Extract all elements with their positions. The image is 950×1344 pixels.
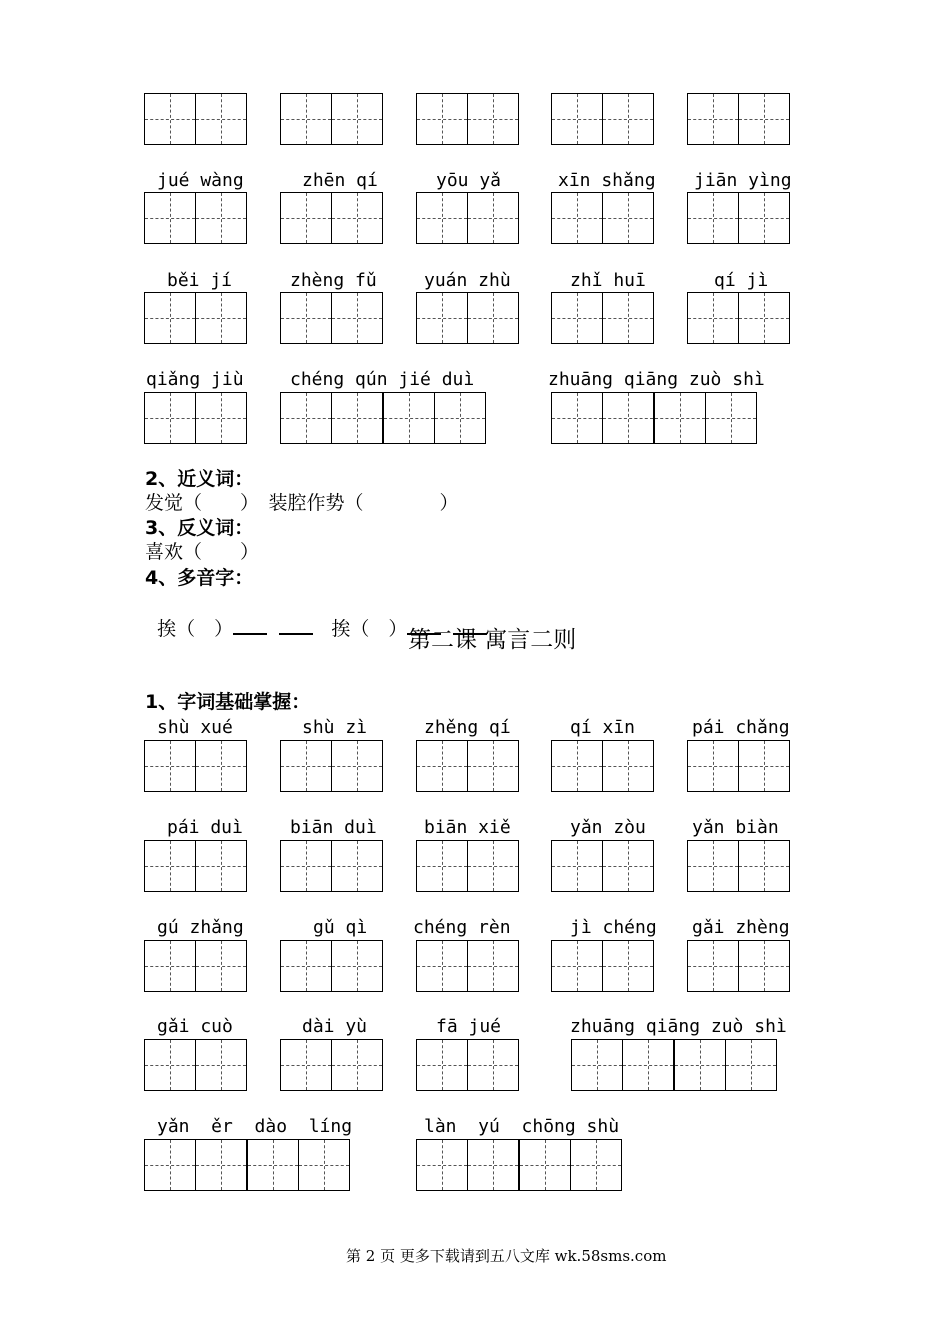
grid-cell[interactable] — [416, 840, 468, 892]
grid-cell[interactable] — [739, 740, 790, 792]
writing-grid[interactable] — [144, 940, 247, 992]
grid-cell[interactable] — [196, 740, 247, 792]
grid-cell[interactable] — [332, 93, 383, 145]
grid-cell[interactable] — [687, 840, 739, 892]
grid-cell[interactable] — [280, 392, 332, 444]
writing-grid[interactable] — [687, 93, 790, 145]
writing-grid[interactable] — [551, 93, 654, 145]
grid-cell[interactable] — [687, 292, 739, 344]
polyphone-word-1: 挨（ ） — [157, 618, 234, 640]
grid-cell[interactable] — [196, 940, 247, 992]
grid-cell[interactable] — [603, 740, 654, 792]
writing-grid[interactable] — [416, 192, 519, 244]
section-heading-polyphone: 4、多音字： — [145, 567, 254, 589]
grid-cell[interactable] — [280, 93, 332, 145]
pinyin-label: chéng rèn — [413, 917, 511, 938]
grid-cell[interactable] — [196, 93, 247, 145]
grid-cell[interactable] — [468, 292, 519, 344]
grid-cell[interactable] — [687, 192, 739, 244]
pinyin-label: gǎi zhèng — [692, 917, 790, 938]
pinyin-label: jiān yìng — [694, 170, 792, 191]
writing-grid[interactable] — [551, 940, 654, 992]
writing-grid[interactable] — [687, 292, 790, 344]
pinyin-label: yǎn zòu — [570, 817, 646, 838]
pinyin-label: yǎn ěr dào líng — [157, 1116, 353, 1137]
grid-cell[interactable] — [435, 392, 486, 444]
pinyin-label: běi jí — [167, 270, 233, 291]
writing-grid[interactable] — [280, 93, 383, 145]
grid-cell[interactable] — [280, 940, 332, 992]
pinyin-label: pái chǎng — [692, 717, 790, 738]
writing-grid[interactable] — [280, 840, 383, 892]
writing-grid[interactable] — [551, 192, 654, 244]
writing-grid[interactable] — [687, 740, 790, 792]
grid-cell[interactable] — [416, 1039, 468, 1091]
grid-cell[interactable] — [332, 192, 383, 244]
writing-grid[interactable] — [280, 392, 486, 444]
grid-cell[interactable] — [739, 292, 790, 344]
writing-grid[interactable] — [416, 840, 519, 892]
grid-cell[interactable] — [674, 1039, 726, 1091]
pinyin-label: biān duì — [290, 817, 377, 838]
grid-cell[interactable] — [416, 292, 468, 344]
pinyin-label: shù xué — [157, 717, 233, 738]
pinyin-label: yǎn biàn — [692, 817, 779, 838]
writing-grid[interactable] — [416, 292, 519, 344]
grid-cell[interactable] — [144, 940, 196, 992]
grid-cell[interactable] — [383, 392, 435, 444]
grid-cell[interactable] — [196, 292, 247, 344]
grid-cell[interactable] — [144, 1139, 196, 1191]
pinyin-label: zhèng fǔ — [290, 270, 377, 291]
pinyin-label: qiǎng jiù — [146, 369, 244, 390]
pinyin-label: zhēn qí — [302, 170, 378, 191]
grid-cell[interactable] — [654, 392, 706, 444]
grid-cell[interactable] — [571, 1039, 623, 1091]
grid-cell[interactable] — [551, 292, 603, 344]
grid-cell[interactable] — [416, 93, 468, 145]
grid-cell[interactable] — [416, 1139, 468, 1191]
grid-cell[interactable] — [551, 392, 603, 444]
grid-cell[interactable] — [332, 740, 383, 792]
synonym-exercise: 发觉（ ） 装腔作势（ ） — [145, 492, 459, 514]
writing-grid[interactable] — [551, 840, 654, 892]
grid-cell[interactable] — [280, 740, 332, 792]
grid-cell[interactable] — [603, 192, 654, 244]
grid-cell[interactable] — [603, 392, 654, 444]
grid-cell[interactable] — [739, 192, 790, 244]
grid-cell[interactable] — [468, 940, 519, 992]
writing-grid[interactable] — [144, 1139, 350, 1191]
writing-grid[interactable] — [144, 192, 247, 244]
grid-cell[interactable] — [603, 93, 654, 145]
grid-cell[interactable] — [280, 192, 332, 244]
grid-cell[interactable] — [196, 840, 247, 892]
pinyin-label: làn yú chōng shù — [424, 1116, 620, 1137]
grid-cell[interactable] — [623, 1039, 674, 1091]
writing-grid[interactable] — [551, 292, 654, 344]
grid-cell[interactable] — [726, 1039, 777, 1091]
grid-cell[interactable] — [468, 840, 519, 892]
writing-grid[interactable] — [144, 740, 247, 792]
grid-cell[interactable] — [299, 1139, 350, 1191]
writing-grid[interactable] — [144, 840, 247, 892]
writing-grid[interactable] — [144, 392, 247, 444]
writing-grid[interactable] — [280, 740, 383, 792]
pinyin-label: xīn shǎng — [558, 170, 656, 191]
pinyin-label: yuán zhù — [424, 270, 511, 291]
pinyin-label: fā jué — [436, 1016, 502, 1037]
grid-cell[interactable] — [416, 740, 468, 792]
grid-cell[interactable] — [196, 392, 247, 444]
grid-cell[interactable] — [144, 93, 196, 145]
grid-cell[interactable] — [603, 840, 654, 892]
writing-grid[interactable] — [416, 740, 519, 792]
pinyin-label: chéng qún jié duì — [290, 369, 475, 390]
writing-grid[interactable] — [571, 1039, 777, 1091]
answer-blank[interactable] — [233, 615, 267, 635]
grid-cell[interactable] — [196, 1139, 247, 1191]
lesson-title: 第二课 寓言二则 — [408, 627, 577, 653]
grid-cell[interactable] — [332, 1039, 383, 1091]
grid-cell[interactable] — [332, 392, 383, 444]
writing-grid[interactable] — [687, 192, 790, 244]
writing-grid[interactable] — [280, 1039, 383, 1091]
grid-cell[interactable] — [468, 93, 519, 145]
writing-grid[interactable] — [280, 192, 383, 244]
grid-cell[interactable] — [468, 192, 519, 244]
grid-cell[interactable] — [519, 1139, 571, 1191]
grid-cell[interactable] — [468, 1139, 519, 1191]
pinyin-label: biān xiě — [424, 817, 511, 838]
pinyin-label: pái duì — [167, 817, 243, 838]
grid-cell[interactable] — [416, 192, 468, 244]
grid-cell[interactable] — [551, 93, 603, 145]
grid-cell[interactable] — [551, 940, 603, 992]
grid-cell[interactable] — [551, 740, 603, 792]
grid-cell[interactable] — [332, 292, 383, 344]
grid-cell[interactable] — [196, 192, 247, 244]
pinyin-label: dài yù — [302, 1016, 368, 1037]
writing-grid[interactable] — [416, 1039, 519, 1091]
pinyin-label: jì chéng — [570, 917, 657, 938]
grid-cell[interactable] — [739, 940, 790, 992]
grid-cell[interactable] — [144, 292, 196, 344]
page-footer: 第 2 页 更多下载请到五八文库 wk.58sms.com — [346, 1247, 667, 1265]
pinyin-label: zhěng qí — [424, 717, 511, 738]
writing-grid[interactable] — [416, 940, 519, 992]
pinyin-label: gǔ qì — [313, 917, 368, 938]
grid-cell[interactable] — [687, 93, 739, 145]
grid-cell[interactable] — [687, 940, 739, 992]
grid-cell[interactable] — [416, 940, 468, 992]
pinyin-label: zhuāng qiāng zuò shì — [548, 369, 765, 390]
pinyin-label: jué wàng — [157, 170, 244, 191]
writing-grid[interactable] — [687, 840, 790, 892]
pinyin-label: shù zì — [302, 717, 368, 738]
grid-cell[interactable] — [687, 740, 739, 792]
writing-grid[interactable] — [144, 1039, 247, 1091]
answer-blank[interactable] — [279, 615, 313, 635]
writing-grid[interactable] — [280, 292, 383, 344]
grid-cell[interactable] — [468, 1039, 519, 1091]
grid-cell[interactable] — [551, 192, 603, 244]
pinyin-label: zhuāng qiāng zuò shì — [570, 1016, 787, 1037]
grid-cell[interactable] — [196, 1039, 247, 1091]
section-heading-synonym: 2、近义词： — [145, 468, 254, 490]
pinyin-label: zhǐ huī — [570, 270, 646, 291]
polyphone-word-2: 挨（ ） — [331, 618, 408, 640]
writing-grid[interactable] — [280, 940, 383, 992]
pinyin-label: gǎi cuò — [157, 1016, 233, 1037]
grid-cell[interactable] — [706, 392, 757, 444]
grid-cell[interactable] — [280, 1039, 332, 1091]
writing-grid[interactable] — [416, 1139, 622, 1191]
grid-cell[interactable] — [144, 740, 196, 792]
writing-grid[interactable] — [551, 392, 757, 444]
writing-grid[interactable] — [687, 940, 790, 992]
writing-grid[interactable] — [144, 292, 247, 344]
writing-grid[interactable] — [416, 93, 519, 145]
grid-cell[interactable] — [144, 392, 196, 444]
grid-cell[interactable] — [468, 740, 519, 792]
pinyin-label: yōu yǎ — [436, 170, 502, 191]
pinyin-label: qí jì — [714, 270, 769, 291]
pinyin-label: gú zhǎng — [157, 917, 244, 938]
grid-cell[interactable] — [603, 940, 654, 992]
grid-cell[interactable] — [247, 1139, 299, 1191]
grid-cell[interactable] — [739, 93, 790, 145]
grid-cell[interactable] — [144, 840, 196, 892]
section-heading-antonym: 3、反义词： — [145, 517, 254, 539]
pinyin-label: qí xīn — [570, 717, 636, 738]
grid-cell[interactable] — [603, 292, 654, 344]
antonym-exercise: 喜欢（ ） — [145, 541, 260, 563]
grid-cell[interactable] — [280, 292, 332, 344]
writing-grid[interactable] — [551, 740, 654, 792]
grid-cell[interactable] — [144, 1039, 196, 1091]
grid-cell[interactable] — [739, 840, 790, 892]
grid-cell[interactable] — [571, 1139, 622, 1191]
section-heading-basics: 1、字词基础掌握： — [145, 691, 311, 713]
grid-cell[interactable] — [332, 940, 383, 992]
grid-cell[interactable] — [144, 192, 196, 244]
grid-cell[interactable] — [280, 840, 332, 892]
grid-cell[interactable] — [551, 840, 603, 892]
writing-grid[interactable] — [144, 93, 247, 145]
grid-cell[interactable] — [332, 840, 383, 892]
